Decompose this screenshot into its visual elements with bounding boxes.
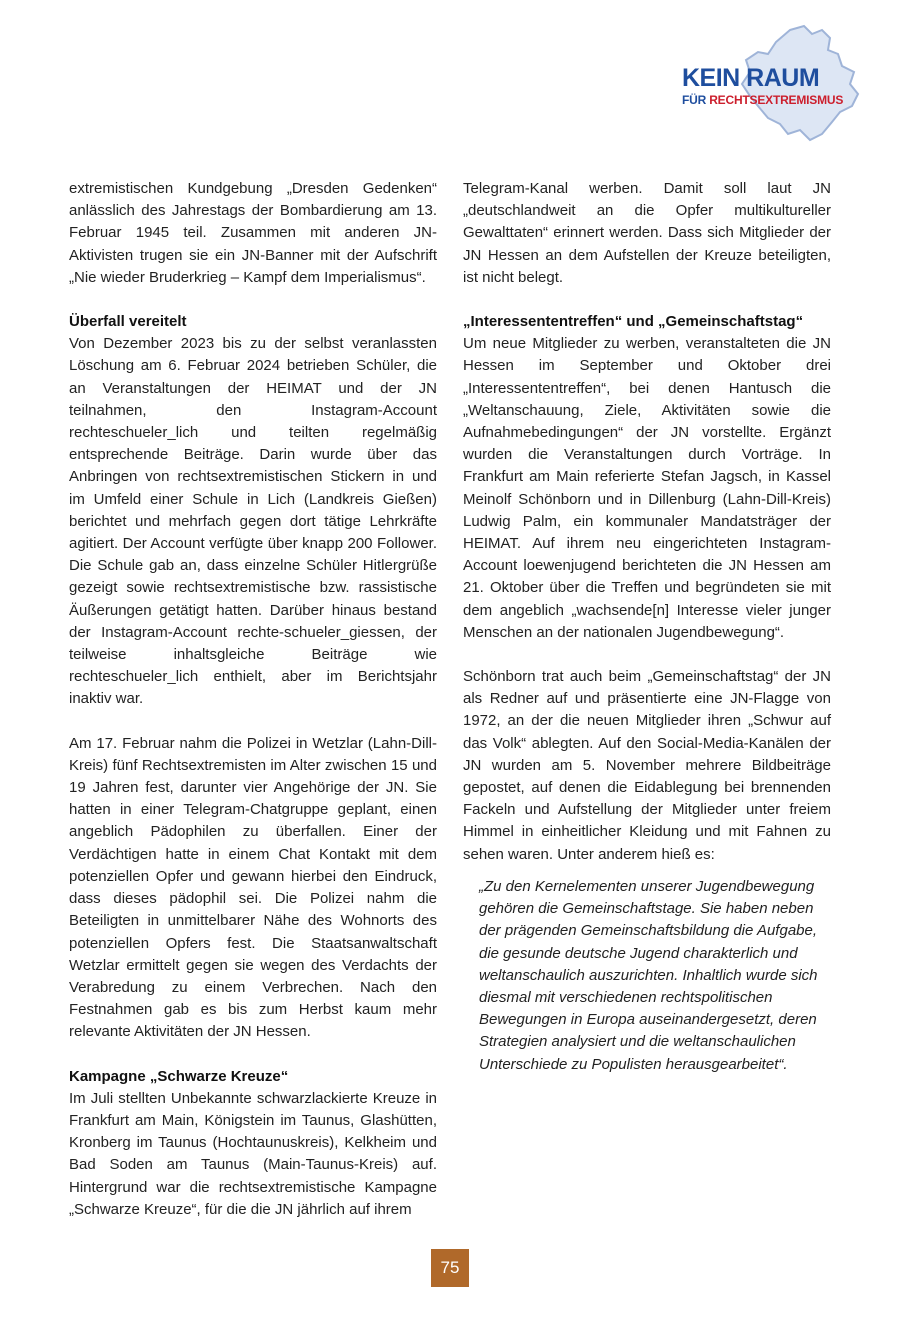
page-number: 75 (431, 1249, 469, 1287)
paragraph: Um neue Mitglieder zu werben, veranstalteten die JN Hessen im September und Oktober drei „Interessententreffen“, bei denen Hantusch die „Weltanschauung, Ziele, Aktivitäten sowie die Aufnahmebedingungen“ der JN vorstellte. Ergänzt wurden die Veranstaltungen durch Vorträge. In Frankfurt am Main referierte Stefan Jagsch, in Kassel Meinolf Schönborn und in Dillenburg (Lahn-Dill-Kreis) Ludwig Palm, ein kommunaler Mandatsträger der HEIMAT. Auf ihrem neu eingerichteten Instagram-Account loewenjugend berichteten die JN Hessen am 21. Oktober über die Treffen und begründeten sie mit dem angeblich „wachsende[n] Interesse vieler junger Menschen an der nationalen Jugendbewegung“. (463, 335, 831, 641)
paragraph: Schönborn trat auch beim „Gemeinschaftstag“ der JN als Redner auf und präsentierte eine JN-Flagge von 1972, an der die neuen Mitglieder ihren „Schwur auf das Volk“ ablegten. Auf den Social-Media-Kanälen der JN wurden am 5. November mehrere Bildbeiträge gepostet, auf denen die Eidablegung bei brennenden Fackeln und Aufstellung der Mitglieder unter freiem Himmel in einheitlicher Kleidung und mit Fahnen zu sehen waren. Unter anderem hieß es: (463, 668, 831, 863)
right-column (463, 178, 831, 1076)
paragraph: Am 17. Februar nahm die Polizei in Wetzlar (Lahn-Dill-Kreis) fünf Rechtsextremisten im Alter zwischen 15 und 19 Jahren fest, darunter vier Angehörige der JN. Sie hatten in einer Telegram-Chatgruppe geplant, einen angeblich Pädophilen zu überfallen. Einer der Verdächtigen hatte in einem Chat Kontakt mit dem potenziellen Opfer und gewann hierbei den Eindruck, dass dieses pädophil sei. Die Polizei nahm die Beteiligten in unmittelbarer Nähe des Wohnorts des potenziellen Opfers fest. Die Staatsanwaltschaft Wetzlar ermittelt gegen sie wegen des Verdachts der Verabredung zu einem Verbrechen. Nach den Festnahmen gab es bis zum Herbst kaum mehr relevante Aktivitäten der JN Hessen. (69, 734, 437, 1041)
logo-subtitle-highlight: RECHTSEXTREMISMUS (709, 93, 844, 107)
logo-subtitle-prefix: FÜR (682, 93, 710, 107)
logo-subtitle (682, 93, 843, 107)
section-heading-kampagne: Kampagne „Schwarze Kreuze“ (69, 1067, 289, 1085)
paragraph: Von Dezember 2023 bis zu der selbst veranlassten Löschung am 6. Februar 2024 betrieben Schüler, die an Veranstaltungen der HEIMAT und der JN teilnahmen, den Instagram-Account rechteschueler_lich und teilten regelmäßig entsprechende Beiträge. Darin wurde über das Anbringen von rechtsextremistischen Stickern in und im Umfeld einer Schule in Lich (Landkreis Gießen) berichtet und mehrfach gegen dort tätige Lehrkräfte agitiert. Der Account verfügte über knapp 200 Follower. Die Schule gab an, dass einzelne Schüler Hitlergrüße gezeigt sowie rechtsextremistische bzw. rassistische Äußerungen getätigt hatten. Darüber hinaus bestand der Instagram-Account rechte-schueler_giessen, der teilweise inhaltsgleiche Beiträge wie rechteschueler_lich enthielt, aber im Berichtsjahr inaktiv war. (69, 335, 437, 708)
quote: „Zu den Kernelementen unserer Jugendbewegung gehören die Gemeinschaftstage. Sie haben neben der prägenden Gemeinschaftsbildung die Aufgabe, die gesunde deutsche Jugend charakterlich und weltanschaulich auszurichten. Inhaltlich wurde sich diesmal mit verschiedenen rechtspolitischen Bewegungen in Europa auseinandergesetzt, deren Strategien analysiert und die weltanschaulichen Unterschiede zu Populisten herausgearbeitet“. (479, 877, 818, 1073)
left-column (69, 178, 437, 1221)
brand-logo (672, 22, 872, 144)
paragraph: Telegram-Kanal werben. Damit soll laut JN „deutschlandweit an die Opfer multikultureller Gewalttaten“ erinnert werden. Dass sich Mitglieder der JN Hessen an dem Aufstellen der Kreuze beteiligten, ist nicht belegt. (463, 180, 831, 286)
paragraph: Im Juli stellten Unbekannte schwarzlackierte Kreuze in Frankfurt am Main, Königstein im Taunus, Glashütten, Kronberg im Taunus (Hochtaunuskreis), Kelkheim und Bad Soden am Taunus (Main-Taunus-Kreis) auf. Hintergrund war die rechtsextremistische Kampagne „Schwarze Kreuze“, für die die JN jährlich auf ihrem (69, 1089, 437, 1218)
paragraph: extremistischen Kundgebung „Dresden Gedenken“ anlässlich des Jahrestags der Bombardierung am 13. Februar 1945 teil. Zusammen mit anderen JN-Aktivisten trugen sie ein JN-Banner mit der Aufschrift „Nie wieder Bruderkrieg – Kampf dem Imperialismus“. (69, 180, 437, 286)
section-heading-interessententreffen: „Interessententreffen“ und „Gemeinschaftstag“ (463, 313, 804, 331)
section-heading-ueberfall: Überfall vereitelt (69, 313, 187, 331)
logo-title: KEIN RAUM (682, 64, 820, 92)
